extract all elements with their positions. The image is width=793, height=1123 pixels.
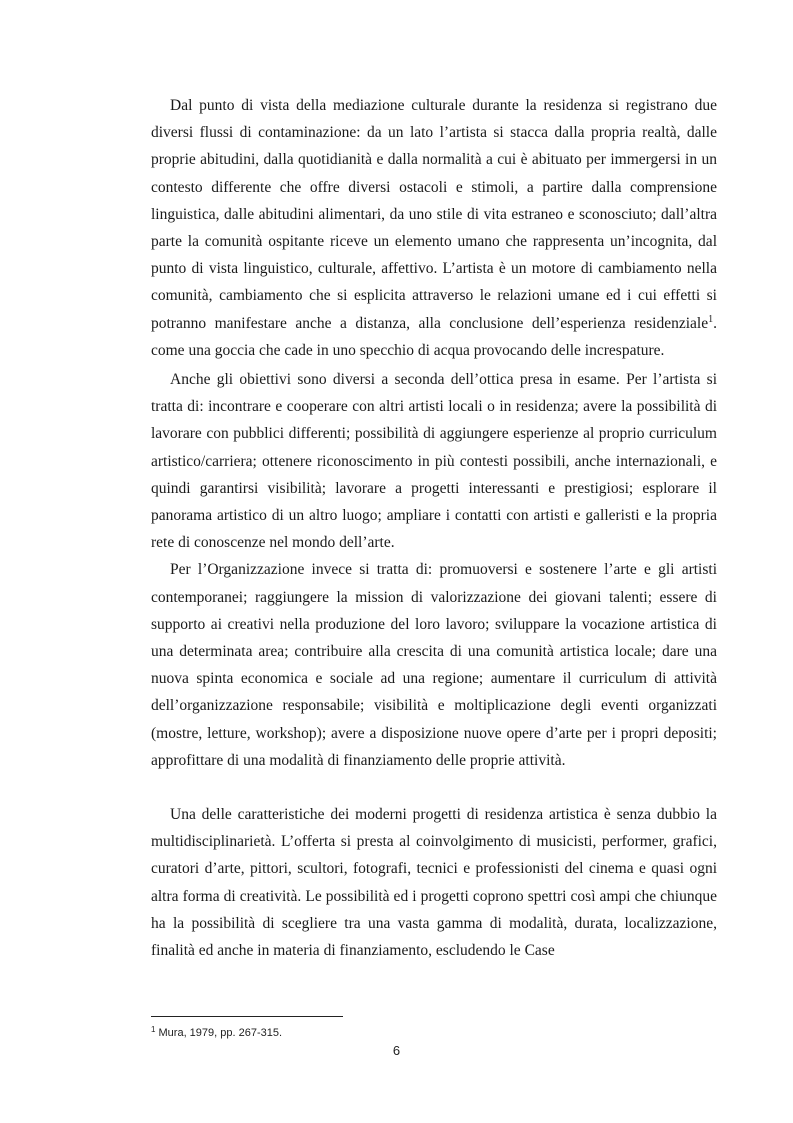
footnote-text: Mura, 1979, pp. 267-315. — [155, 1027, 283, 1039]
footnote-reference[interactable]: 1 — [708, 313, 714, 325]
paragraph-mediazione-culturale — [151, 92, 717, 364]
body-text — [151, 92, 717, 964]
paragraph-multidisciplinarieta: Una delle caratteristiche dei moderni progetti di residenza artistica è senza dubbio la multidisciplinarietà. L’offerta si presta al coinvolgimento di musicisti, performer, grafici, curatori d’arte, pittori, scultori, fotografi, tecnici e professionisti del cinema e quasi ogni altra forma di creatività. Le possibilità ed i progetti coprono spettri così ampi che chiunque ha la possibilità di scegliere tra una vasta gamma di modalità, durata, localizzazione, finalità ed anche in materia di finanziamento, escludendo le Case — [151, 806, 717, 960]
paragraph-text: Dal punto di vista della mediazione culturale durante la residenza si registrano due diversi flussi di contaminazione: da un lato l’artista si stacca dalla propria realtà, dalle proprie abitudini, dalla quotidianità e dalla normalità a cui è abituato per immergersi in un contesto differente che offre diversi ostacoli e stimoli, a partire dalla comprensione linguistica, dalle abitudini alimentari, da uno stile di vita estraneo e sconosciuto; dall’altra parte la comunità ospitante riceve un elemento umano che rappresenta un’incognita, dal punto di vista linguistico, culturale, affettivo. L’artista è un motore di cambiamento nella comunità, cambiamento che si esplicita attraverso le relazioni umane ed i cui effetti si potranno manifestare anche a distanza, alla conclusione dell’esperienza residenziale — [151, 97, 717, 332]
footnote-separator — [151, 1016, 343, 1017]
paragraph-obiettivi-organizzazione: Per l’Organizzazione invece si tratta di: promuoversi e sostenere l’arte e gli artisti contemporanei; raggiungere la mission di valorizzazione dei giovani talenti; essere di supporto ai creativi nella produzione del loro lavoro; sviluppare la vocazione artistica di una determinata area; contribuire alla crescita di una comunità artistica locale; dare una nuova spinta economica e sociale ad una regione; aumentare il curriculum di attività dell’organizzazione responsabile; visibilità e moltiplicazione degli eventi organizzati (mostre, letture, workshop); avere a disposizione nuove opere d’arte per i propri depositi; approfittare di una modalità di finanziamento delle proprie attività. — [151, 561, 717, 769]
footnote — [151, 1026, 282, 1040]
paragraph-obiettivi-artista: Anche gli obiettivi sono diversi a seconda dell’ottica presa in esame. Per l’artista si tratta di: incontrare e cooperare con altri artisti locali o in residenza; avere la possibilità di lavorare con pubblici differenti; possibilità di aggiungere esperienze al proprio curriculum artistico/carriera; ottenere riconoscimento in più contesti possibili, anche internazionali, e quindi garantirsi visibilità; lavorare a progetti interessanti e prestigiosi; esplorare il panorama artistico di un altro luogo; ampliare i contatti con artisti e galleristi e la propria rete di conoscenze nel mondo dell’arte. — [151, 371, 717, 552]
paragraph-text: . come una goccia che cade in uno specchio di acqua provocando delle increspature. — [151, 314, 717, 359]
footnote-number: 1 — [151, 1025, 156, 1034]
page-number: 6 — [392, 1043, 401, 1058]
